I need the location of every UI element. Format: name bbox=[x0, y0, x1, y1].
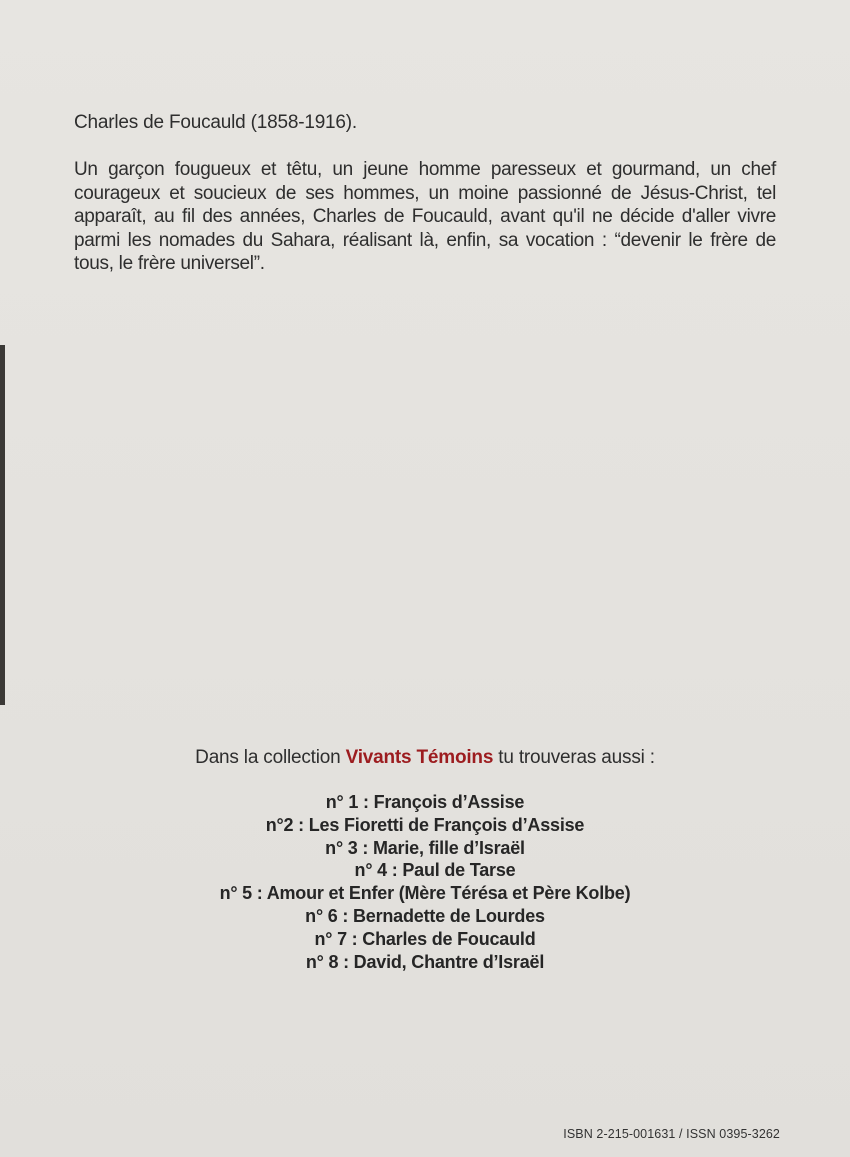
isbn-issn: ISBN 2-215-001631 / ISSN 0395-3262 bbox=[563, 1127, 780, 1141]
collection-title: n° 1 : François d’Assise bbox=[325, 792, 525, 812]
collection-intro-text: Dans la collection bbox=[195, 747, 346, 768]
blurb-paragraph: Un garçon fougueux et têtu, un jeune homme paresseux et gourmand, un chef courageux et soucieux de ses hommes, un moine passionné de Jésus-Christ, tel apparaît, au fil des années, Charles de Foucauld, avant qu'il ne décide d'aller vivre parmi les nomades du Sahara, réalisant là, enfin, sa vocation : “devenir le frère de tous, le frère universel”. bbox=[74, 159, 776, 274]
collection-title: n° 8 : David, Chantre d’Israël bbox=[305, 951, 545, 972]
collection-title: n° 5 : Amour et Enfer (Mère Térésa et Père Kolbe) bbox=[219, 883, 631, 904]
collection-title: n° 4 : Paul de Tarse bbox=[354, 860, 516, 881]
collection-title: n° 6 : Bernadette de Lourdes bbox=[305, 905, 545, 926]
binding-edge bbox=[0, 345, 5, 705]
collection-title: n°2 : Les Fioretti de François d’Assise bbox=[265, 814, 585, 835]
collection-title: n° 3 : Marie, fille d’Israël bbox=[325, 837, 525, 858]
collection-intro bbox=[0, 747, 850, 769]
collection-title: n° 7 : Charles de Foucauld bbox=[314, 928, 536, 949]
collection-title-list bbox=[0, 791, 850, 973]
collection-intro-text-end: tu trouveras aussi : bbox=[493, 747, 655, 768]
collection-name: Vivants Témoins bbox=[345, 747, 494, 768]
subject-title: Charles de Foucauld (1858-1916). bbox=[74, 112, 357, 133]
